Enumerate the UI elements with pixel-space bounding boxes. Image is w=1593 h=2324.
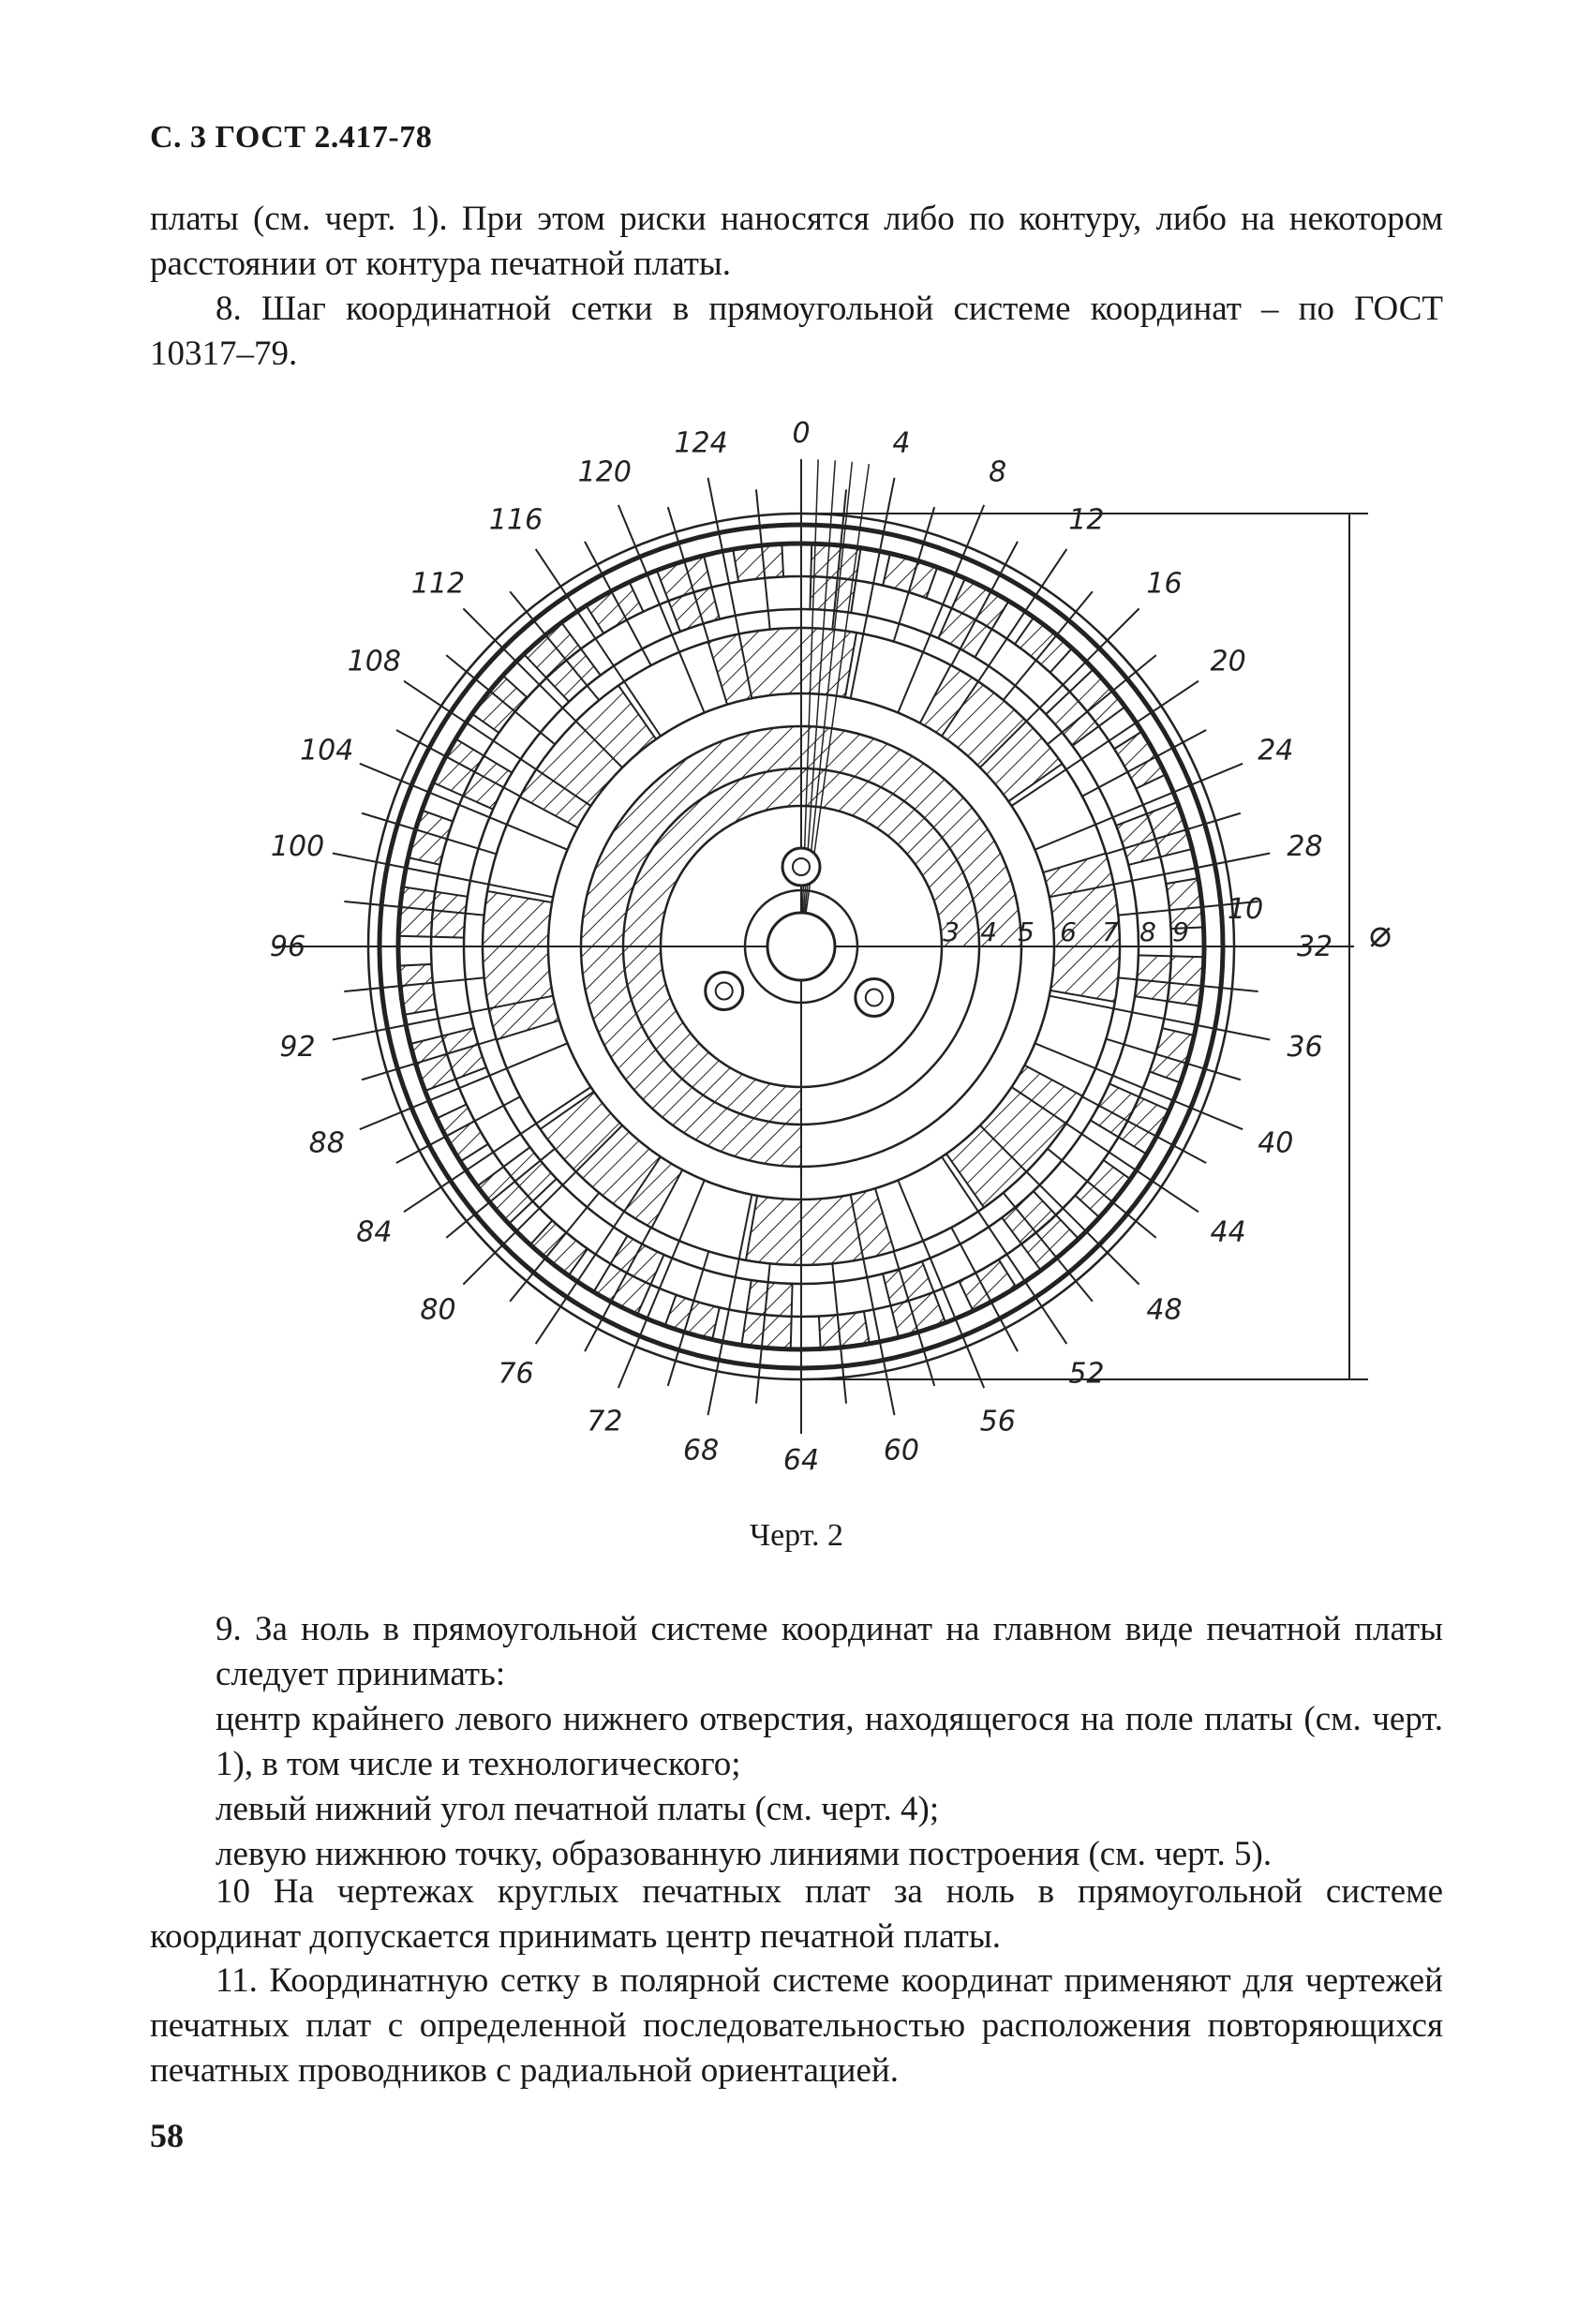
paragraph-8: 8. Шаг координатной сетки в прямоугольной системе координат – по ГОСТ 10317–79. xyxy=(150,290,1443,373)
angle-label: 56 xyxy=(979,1405,1016,1438)
angle-label: 84 xyxy=(356,1215,393,1249)
page-number: 58 xyxy=(150,2117,184,2154)
angle-label: 96 xyxy=(269,931,306,963)
angle-label: 100 xyxy=(270,830,325,864)
angle-label: 120 xyxy=(577,455,632,489)
angle-label: 88 xyxy=(308,1126,345,1160)
ring-label: 4 xyxy=(980,916,997,947)
angle-label: 16 xyxy=(1146,567,1183,601)
angle-label: 4 xyxy=(892,426,911,460)
figure-caption: Черт. 2 xyxy=(749,1518,844,1553)
paragraph-9-intro: 9. За ноль в прямоугольной системе координат на главном виде печатной платы следует принимать: xyxy=(216,1610,1443,1693)
angle-label: 36 xyxy=(1287,1030,1323,1064)
hole-outer xyxy=(706,973,743,1010)
angle-label: 20 xyxy=(1210,645,1246,678)
angle-label: 40 xyxy=(1258,1126,1294,1160)
hole-outer xyxy=(856,978,893,1016)
angle-label: 48 xyxy=(1146,1293,1183,1327)
angle-label: 60 xyxy=(883,1434,920,1467)
angle-label: 24 xyxy=(1258,734,1294,767)
ring-labels xyxy=(943,916,1189,947)
diameter-symbol: ⌀ xyxy=(1368,913,1392,956)
ring-label: 5 xyxy=(1018,916,1035,947)
angle-label: 32 xyxy=(1296,931,1333,963)
angle-label: 28 xyxy=(1287,830,1323,864)
paragraph-9-item-2: левый нижний угол печатной платы (см. черт. 4); xyxy=(216,1790,940,1828)
angle-label: 92 xyxy=(279,1030,316,1064)
angle-label: 116 xyxy=(488,503,543,537)
angle-label: 68 xyxy=(682,1434,720,1467)
paragraph-11: 11. Координатную сетку в полярной системе координат применяют для чертежей печатных плат с определенной последовательностью расположения повторяющихся печатных проводников с радиальной ориентацией. xyxy=(150,1961,1443,2090)
angle-label: 104 xyxy=(300,734,354,767)
figure-graphics xyxy=(276,459,1368,1434)
angle-label: 124 xyxy=(674,426,728,460)
angle-label: 44 xyxy=(1210,1215,1246,1249)
paragraph-9-item-3: левую нижнюю точку, образованную линиями построения (см. черт. 5). xyxy=(216,1835,1273,1873)
angle-label: 112 xyxy=(410,567,466,601)
angle-label: 0 xyxy=(792,417,811,450)
ring-label: 7 xyxy=(1102,916,1119,947)
angle-label: 64 xyxy=(782,1444,820,1477)
paragraph-9 xyxy=(150,1607,1443,1877)
center-hub xyxy=(767,913,835,980)
ring-label: 6 xyxy=(1060,916,1077,947)
page-header: С. 3 ГОСТ 2.417-78 xyxy=(150,120,433,155)
paragraph-continuation: платы (см. черт. 1). При этом риски наносятся либо по контуру, либо на некотором расстоянии от контура печатной платы. xyxy=(150,200,1443,283)
angle-label: 108 xyxy=(347,645,401,678)
angle-label: 72 xyxy=(587,1405,623,1438)
hole-outer xyxy=(782,848,820,886)
angle-label: 80 xyxy=(420,1293,456,1327)
ring-label: 3 xyxy=(943,916,960,947)
ring-label: 8 xyxy=(1139,916,1156,947)
paragraph-9-item-1: центр крайнего левого нижнего отверстия, находящегося на поле платы (см. черт. 1), в том числе и технологического; xyxy=(216,1700,1443,1783)
polar-grid-figure xyxy=(262,417,1406,1490)
angle-label: 12 xyxy=(1068,503,1105,537)
paragraph-10: 10 На чертежах круглых печатных плат за ноль в прямоугольной системе координат допускается принимать центр печатной платы. xyxy=(150,1872,1443,1956)
angle-label: 8 xyxy=(989,455,1007,489)
label-10: 10 xyxy=(1228,893,1264,926)
ring-label: 9 xyxy=(1172,916,1189,947)
angle-label: 52 xyxy=(1068,1357,1105,1391)
angle-label: 76 xyxy=(498,1357,534,1391)
